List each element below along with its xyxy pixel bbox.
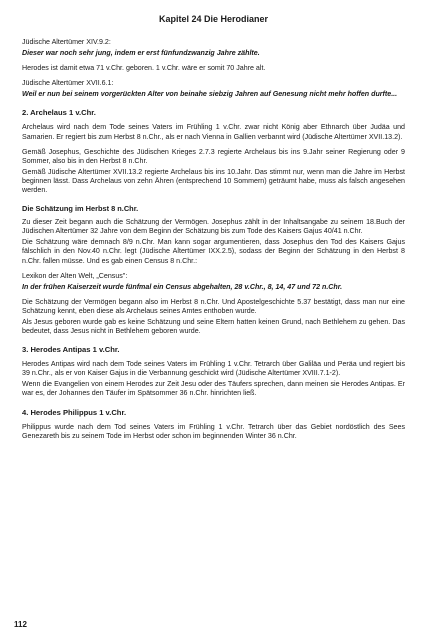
- quote: In der frühen Kaiserzeit wurde fünfmal ein Census abgehalten, 28 v.Chr., 8, 14, 47 und 72 n.Chr.: [22, 282, 343, 291]
- subsection-heading: Die Schätzung im Herbst 8 n.Chr.: [22, 204, 139, 214]
- quote: Dieser war noch sehr jung, indem er erst fünfundzwanzig Jahre zählte.: [22, 49, 260, 58]
- source-reference: Jüdische Altertümer XIV.9.2:: [22, 38, 111, 46]
- paragraph: Die Schätzung wäre demnach 8/9 n.Chr. Man kann sogar argumentieren, dass Josephus den Tod des Kaisers Gajus fälschlich in den Nov.40 n.Chr. legt (Jüdische Altertümer IXX.2.5), sodass der Beginn der Schätzung in den Herbst 8 n.Chr. fallen müsse. Und es gab einen Census 8 n.Chr.:: [22, 238, 405, 265]
- paragraph: Herodes Antipas wird nach dem Tode seines Vaters im Frühling 1 v.Chr. Tetrarch über Galiläa und Peräa und regiert bis 39 n.Chr., als er von Kaiser Gajus in die Verbannung geschickt wird (Jüdische Altertümer XVIII.7.1-2).: [22, 360, 405, 378]
- paragraph: Gemäß Josephus, Geschichte des Jüdischen Krieges 2.7.3 regierte Archelaus bis ins 9.Jahr seiner Regierung oder 9 Sommer, also bis in den Herbst 8 n.Chr.: [22, 147, 405, 165]
- paragraph: Wenn die Evangelien von einem Herodes zur Zeit Jesu oder des Täufers sprechen, dann meinen sie Herodes Antipas. Er war es, der Johannes den Täufer im Spätsommer 36 n.Chr. hinrichten ließ.: [22, 380, 405, 398]
- section-heading: 2. Archelaus 1 v.Chr.: [22, 108, 96, 118]
- quote: Weil er nun bei seinem vorgerückten Alter von beinahe siebzig Jahren auf Genesung nicht mehr hoffen durfte...: [22, 90, 398, 99]
- section-heading: 3. Herodes Antipas 1 v.Chr.: [22, 345, 120, 355]
- paragraph: Archelaus wird nach dem Tode seines Vaters im Frühling 1 v.Chr. zwar nicht König aber Ethnarch über Judäa und Samarien. Er regiert bis zum Herbst 8 n.Chr., als er nach Vienna in Gallien verbannt wird (Jüdische Altertümer XVII.13.2).: [22, 123, 405, 141]
- source-reference: Jüdische Altertümer XVII.6.1:: [22, 79, 114, 88]
- paragraph: Philippus wurde nach dem Tod seines Vaters im Frühling 1 v.Chr. Tetrarch über das Gebiet nordöstlich des Sees Genezareth bis zu seinem Tode im Herbst oder schon im beginnenden Winter 36 n.Chr.: [22, 422, 405, 440]
- paragraph: Gemäß Jüdische Altertümer XVII.13.2 regierte Archelaus bis ins 10.Jahr. Das stimmt nur, wenn man die Jahre im Herbst beginnen lässt. Dass Archelaus von zehn Ähren (entsprechend 10 Sommern) geträumt habe, muss als falsch angesehen werden.: [22, 167, 405, 195]
- section-heading: 4. Herodes Philippus 1 v.Chr.: [22, 407, 127, 417]
- paragraph: Als Jesus geboren wurde gab es keine Schätzung und seine Eltern hatten keinen Grund, nach Bethlehem zu gehen. Das bedeutet, dass Jesus nicht in Bethlehem geboren wurde.: [22, 317, 405, 336]
- page-number: 112: [14, 620, 27, 629]
- paragraph: Herodes ist damit etwa 71 v.Chr. geboren. 1 v.Chr. wäre er somit 70 Jahre alt.: [22, 64, 266, 73]
- source-reference: Lexikon der Alten Welt, „Census":: [22, 271, 128, 280]
- paragraph: Zu dieser Zeit begann auch die Schätzung der Vermögen. Josephus zählt in der Inhaltsangabe zu seinem 18.Buch der Jüdischen Altertümer 32 Jahre von dem Beginn der Schätzung bis zum Tode des Kaisers Gajus 40/41 n.Chr.: [22, 218, 405, 236]
- paragraph: Die Schätzung der Vermögen begann also im Herbst 8 n.Chr. Und Apostelgeschichte 5.37 bestätigt, dass man nur eine Schätzung kennt, eben diese als Archelaus seines Amtes enthoben wurde.: [22, 297, 405, 315]
- chapter-title: Kapitel 24 Die Herodianer: [158, 14, 269, 24]
